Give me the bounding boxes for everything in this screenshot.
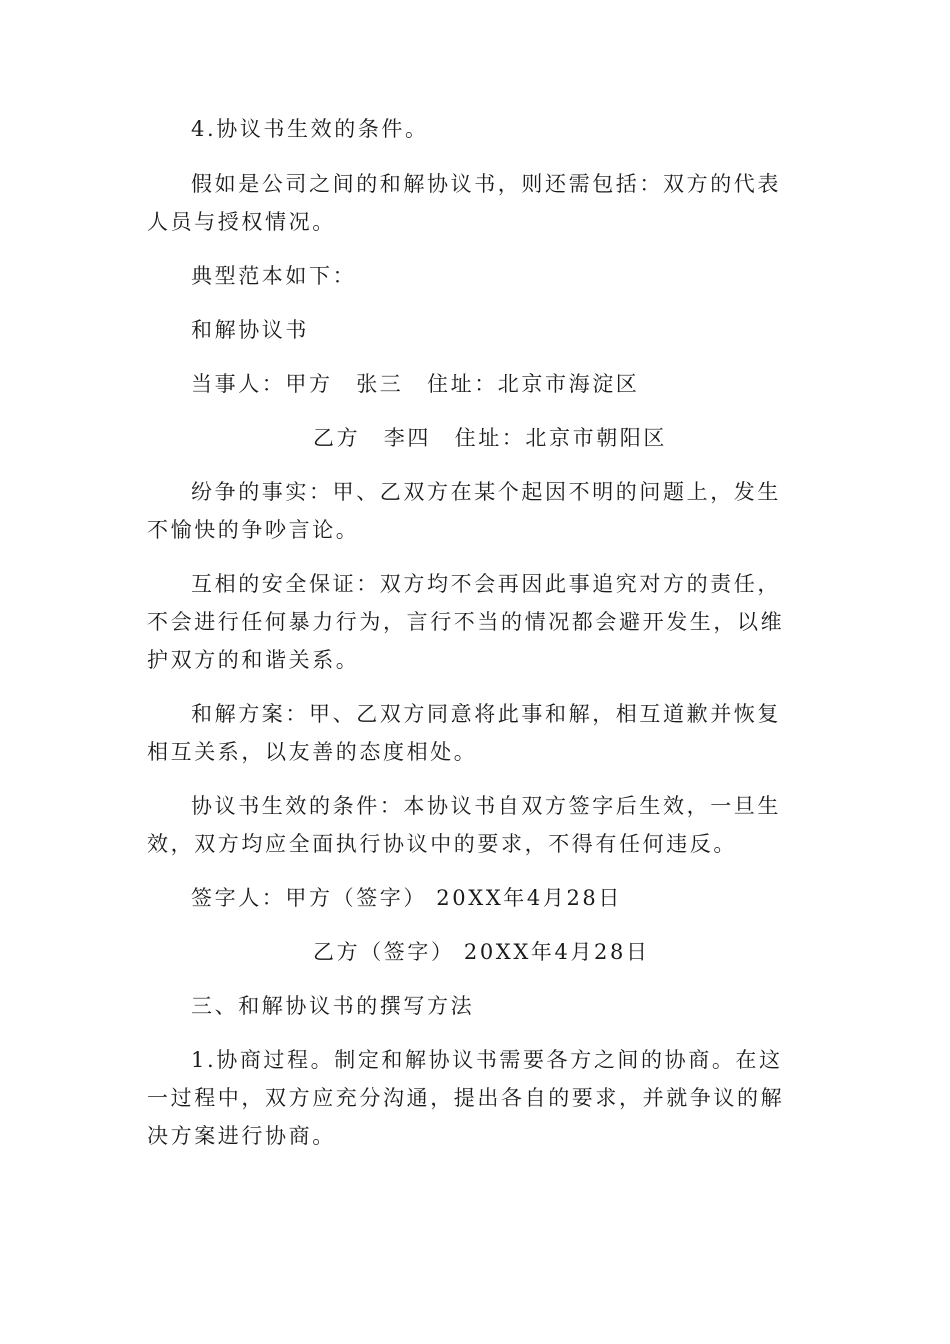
signature-party-b: 乙方（签字） 20XX年4月28日 <box>313 940 650 964</box>
paragraph-safety-guarantee: 互相的安全保证：双方均不会再因此事追究对方的责任，不会进行任何暴力行为，言行不当的情况都会避开发生，以维护双方的和谐关系。 <box>147 572 785 672</box>
signature-party-a: 签字人：甲方（签字） 20XX年4月28日 <box>191 886 622 910</box>
agreement-title: 和解协议书 <box>191 318 309 342</box>
paragraph-settlement-plan: 和解方案：甲、乙双方同意将此事和解，相互道歉并恢复相互关系，以友善的态度相处。 <box>147 702 781 764</box>
paragraph-dispute-facts: 纷争的事实：甲、乙双方在某个起因不明的问题上，发生不愉快的争吵言论。 <box>147 480 781 542</box>
party-a-line: 当事人：甲方 张三 住址：北京市海淀区 <box>191 372 640 396</box>
party-b-line: 乙方 李四 住址：北京市朝阳区 <box>313 426 667 450</box>
paragraph-effective-conditions: 协议书生效的条件：本协议书自双方签字后生效，一旦生效，双方均应全面执行协议中的要求，不得有任何违反。 <box>147 794 781 856</box>
paragraph-negotiation-process: 1.协商过程。制定和解协议书需要各方之间的协商。在这一过程中，双方应充分沟通，提出各自的要求，并就争议的解决方案进行协商。 <box>147 1048 785 1148</box>
paragraph-effect-conditions-heading: 4.协议书生效的条件。 <box>191 117 429 141</box>
section-heading-writing-method: 三、和解协议书的撰写方法 <box>191 994 475 1018</box>
paragraph-company-note: 假如是公司之间的和解协议书，则还需包括：双方的代表人员与授权情况。 <box>147 172 781 234</box>
paragraph-template-intro: 典型范本如下： <box>191 264 357 288</box>
